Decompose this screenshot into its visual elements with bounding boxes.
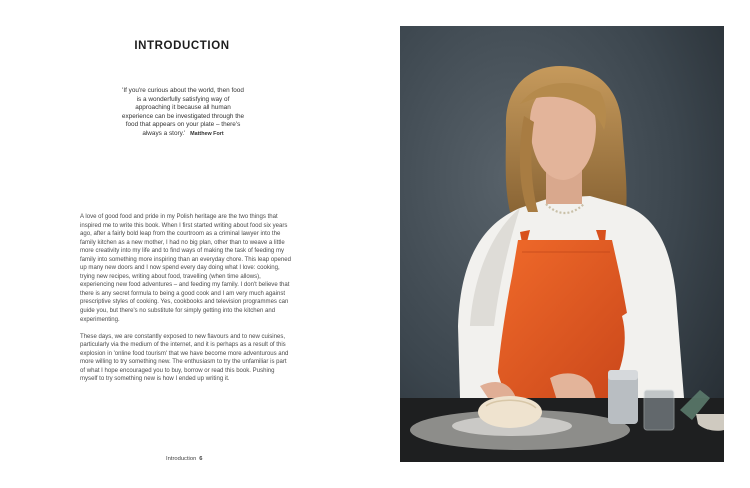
quote-text: 'If you're curious about the world, then food is a wonderfully satisfying way of approaching it because all human experience can be investigated through the food that appears on your plate – there's always a story.': [121, 87, 245, 137]
page-folio: [166, 456, 203, 462]
photo-illustration: [400, 26, 724, 462]
epigraph-quote: [121, 87, 245, 139]
paragraph-1: A love of good food and pride in my Polish heritage are the two things that inspired me to write this book. When I first started writing about food six years ago, after a fairly bold leap from the courtroom as a criminal lawyer into the family kitchen as a new mother, I had no big plan, other than to weave a little more creativity into my life and to find ways of making the task of feeding my family into something more inspiring than an everyday chore. This leap opened up many new doors and I now spend every day doing what I love: cooking, trying new recipes, writing about food, travelling (when time allows), experiencing new food adventures – and feeding my family. I don't believe that there is any secret formula to being a good cook and I am very much against prescriptive styles of cooking. Yes, cookbooks and television programmes can guide you, but there's no substitute for simply getting into the kitchen and experimenting.: [80, 214, 291, 323]
author-photo: [400, 26, 724, 462]
quote-author: Matthew Fort: [190, 130, 224, 137]
folio-number: 6: [199, 456, 203, 462]
body-text: [80, 213, 292, 392]
folio-label: Introduction: [166, 456, 197, 462]
glass-jar-icon: [644, 390, 674, 430]
flour-shaker-icon: [608, 374, 638, 424]
page-title: INTRODUCTION: [134, 40, 230, 52]
paragraph-2: These days, we are constantly exposed to new flavours and to new cuisines, particularly via the medium of the internet, and it is perhaps as a result of this explosion in 'online food tourism' that we have become more adventurous and more willing to try something new. The enthusiasm to try the unfamiliar is part of what I hope encouraged you to buy, borrow or read this book. Pushing myself to try something new is how I ended up writing it.: [80, 333, 289, 383]
